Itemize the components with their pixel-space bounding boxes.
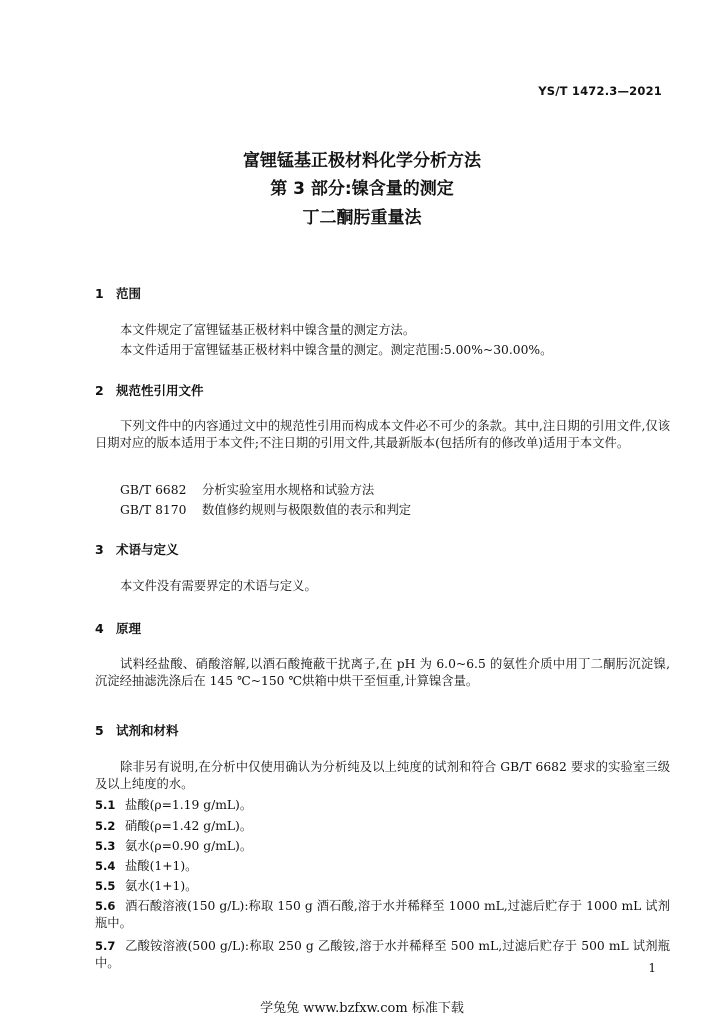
item-number: 5.1 xyxy=(95,798,116,812)
reference-title: 数值修约规则与极限数值的表示和判定 xyxy=(202,503,412,517)
item-number: 5.6 xyxy=(95,899,116,913)
reagent-item xyxy=(95,797,670,814)
section-3-paragraph-1: 本文件没有需要界定的术语与定义。 xyxy=(120,579,317,593)
reagent-item xyxy=(95,818,670,835)
section-5-paragraph-1: 除非另有说明,在分析中仅使用确认为分析纯及以上纯度的试剂和符合 GB/T 6682 要求的实验室三级及以上纯度的水。 xyxy=(95,760,670,791)
section-number: 1 xyxy=(95,286,104,301)
item-number: 5.5 xyxy=(95,879,116,893)
section-title: 原理 xyxy=(116,621,142,636)
section-number: 2 xyxy=(95,383,104,398)
section-title: 规范性引用文件 xyxy=(116,383,204,398)
section-number: 5 xyxy=(95,723,104,738)
reference-code: GB/T 8170 xyxy=(120,503,187,517)
section-2-paragraph-1: 下列文件中的内容通过文中的规范性引用而构成本文件必不可少的条款。其中,注日期的引用文件,仅该日期对应的版本适用于本文件;不注日期的引用文件,其最新版本(包括所有的修改单)适用于本文件。 xyxy=(95,419,670,450)
section-1-paragraph-2: 本文件适用于富锂锰基正极材料中镍含量的测定。测定范围:5.00%~30.00%。 xyxy=(120,343,553,357)
reagent-item xyxy=(95,898,670,932)
section-2-heading xyxy=(95,381,204,399)
reference-title: 分析实验室用水规格和试验方法 xyxy=(202,483,375,497)
section-number: 4 xyxy=(95,621,104,636)
item-number: 5.2 xyxy=(95,819,116,833)
reference-item xyxy=(120,480,374,498)
document-title-line3: 丁二酮肟重量法 xyxy=(302,208,422,228)
item-number: 5.3 xyxy=(95,839,116,853)
document-title-line1: 富锂锰基正极材料化学分析方法 xyxy=(243,151,481,171)
page-number: 1 xyxy=(648,961,656,975)
section-title: 术语与定义 xyxy=(116,542,179,557)
item-text: 盐酸(1+1)。 xyxy=(125,859,198,873)
item-text: 乙酸铵溶液(500 g/L):称取 250 g 乙酸铵,溶于水并稀释至 500 mL,过滤后贮存于 500 mL 试剂瓶中。 xyxy=(95,939,670,970)
reagent-item xyxy=(95,858,670,875)
section-4-heading xyxy=(95,619,141,637)
section-1-heading xyxy=(95,284,141,302)
section-title: 范围 xyxy=(116,286,142,301)
reagent-item xyxy=(95,938,670,972)
item-text: 硝酸(ρ=1.42 g/mL)。 xyxy=(125,819,253,833)
reference-code: GB/T 6682 xyxy=(120,483,187,497)
item-text: 酒石酸溶液(150 g/L):称取 150 g 酒石酸,溶于水并稀释至 1000 mL,过滤后贮存于 1000 mL 试剂瓶中。 xyxy=(95,899,670,930)
section-3-heading xyxy=(95,540,179,558)
standard-code: YS/T 1472.3—2021 xyxy=(538,84,662,98)
footer-watermark: 学兔兔 www.bzfxw.com 标准下载 xyxy=(260,1001,464,1016)
section-1-paragraph-1: 本文件规定了富锂锰基正极材料中镍含量的测定方法。 xyxy=(120,323,416,337)
item-number: 5.7 xyxy=(95,939,116,953)
item-number: 5.4 xyxy=(95,859,116,873)
reference-item xyxy=(120,500,411,518)
item-text: 氨水(1+1)。 xyxy=(125,879,198,893)
reagent-item xyxy=(95,838,670,855)
item-text: 盐酸(ρ=1.19 g/mL)。 xyxy=(125,798,253,812)
item-text: 氨水(ρ=0.90 g/mL)。 xyxy=(125,839,253,853)
section-4-paragraph-1: 试料经盐酸、硝酸溶解,以酒石酸掩蔽干扰离子,在 pH 为 6.0~6.5 的氨性介质中用丁二酮肟沉淀镍,沉淀经抽滤洗涤后在 145 ℃~150 ℃烘箱中烘干至恒重,计算镍含量。 xyxy=(95,657,670,688)
document-title-line2: 第 3 部分:镍含量的测定 xyxy=(270,179,454,199)
section-title: 试剂和材料 xyxy=(116,723,179,738)
reagent-item xyxy=(95,878,670,895)
section-5-heading xyxy=(95,721,179,739)
section-number: 3 xyxy=(95,542,104,557)
